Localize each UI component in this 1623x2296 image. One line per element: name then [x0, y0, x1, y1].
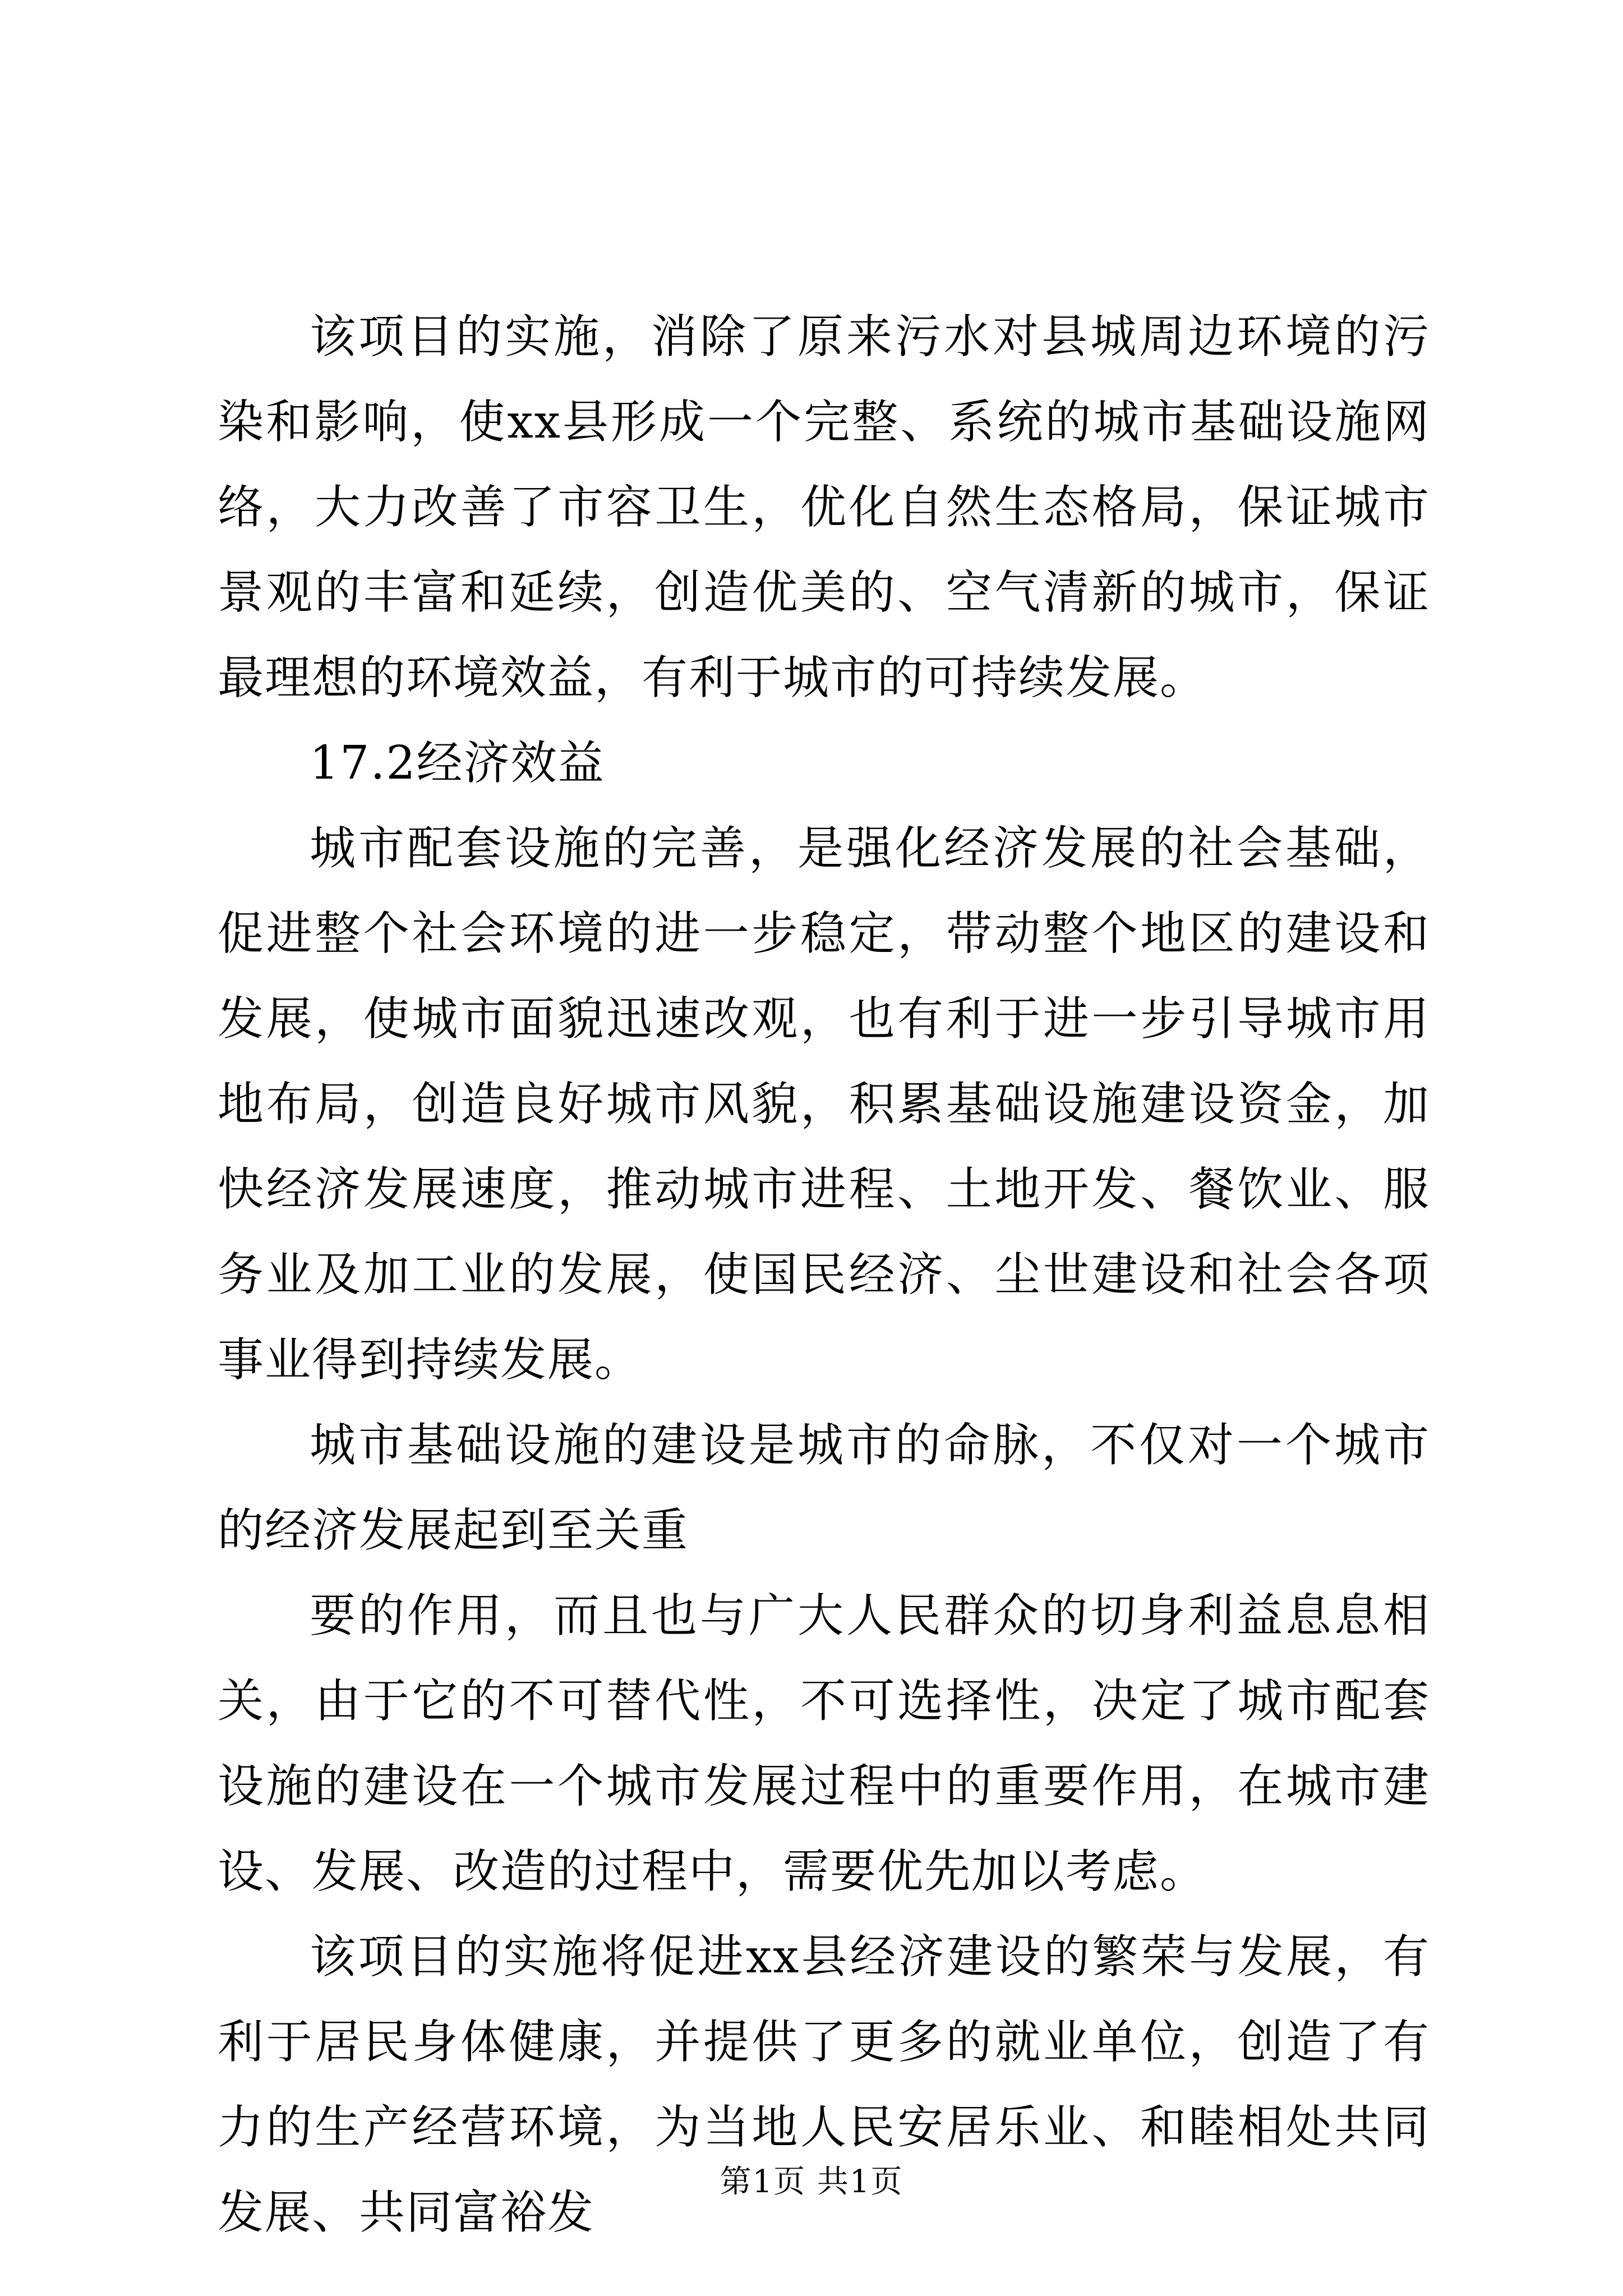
paragraph-economic-foundation: 城市配套设施的完善，是强化经济发展的社会基础，促进整个社会环境的进一步稳定，带动整个地区的建设和发展，使城市面貌迅速改观，也有利于进一步引导城市用地布局，创造良好城市风貌，积累基础设施建设资金，加快经济发展速度，推动城市进程、土地开发、餐饮业、服务业及加工业的发展，使国民经济、尘世建设和社会各项事业得到持续发展。 [218, 822, 1430, 1387]
section-heading-economic-benefit: 17.2经济效益 [310, 737, 605, 790]
paragraph-project-prosperity: 该项目的实施将促进xx县经济建设的繁荣与发展，有利于居民身体健康，并提供了更多的就业单位，创造了有力的生产经营环境，为当地人民安居乐业、和睦相处共同发展、共同富裕发 [218, 1930, 1430, 2239]
document-body [218, 295, 1430, 2256]
paragraph-environmental-benefit: 该项目的实施，消除了原来污水对县城周边环境的污染和影响，使xx县形成一个完整、系统的城市基础设施网络，大力改善了市容卫生，优化自然生态格局，保证城市景观的丰富和延续，创造优美的、空气清新的城市，保证最理想的环境效益，有利于城市的可持续发展。 [218, 310, 1430, 705]
paragraph-infrastructure-importance: 要的作用，而且也与广大人民群众的切身利益息息相关，由于它的不可替代性，不可选择性，决定了城市配套设施的建设在一个城市发展过程中的重要作用，在城市建设、发展、改造的过程中，需要优先加以考虑。 [218, 1589, 1430, 1898]
page-footer: 第1页 共1页 [720, 2164, 903, 2200]
paragraph-infrastructure-lifeline: 城市基础设施的建设是城市的命脉，不仅对一个城市的经济发展起到至关重 [218, 1419, 1430, 1557]
